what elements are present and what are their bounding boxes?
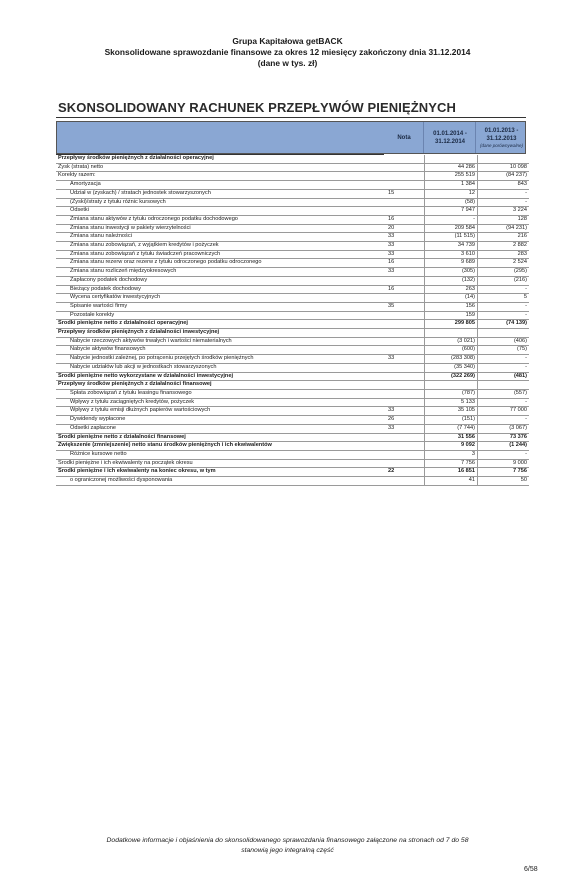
row-value-2013: - [478, 398, 530, 407]
row-value-2013: (74 139) [478, 320, 530, 329]
row-value-2013: - [478, 416, 530, 425]
row-value-2014: 44 286 [425, 163, 478, 172]
row-label: Środki pieniężne netto z działalności operacyjnej [56, 320, 384, 329]
table-row [56, 468, 529, 477]
row-note [384, 450, 425, 459]
units-note: (dane w tys. zł) [257, 58, 318, 68]
table-row [56, 172, 529, 181]
row-value-2014 [425, 155, 478, 164]
table-row [56, 285, 529, 294]
row-value-2014: 3 [425, 450, 478, 459]
table-row [56, 294, 529, 303]
row-note [384, 181, 425, 190]
note-header-label: Nota [397, 134, 411, 141]
row-value-2014: 16 851 [425, 468, 478, 477]
row-note: 16 [384, 215, 425, 224]
table-row [56, 346, 529, 355]
row-value-2013: 2 882 [478, 242, 530, 251]
table-row [56, 233, 529, 242]
table-row [56, 389, 529, 398]
row-value-2014: (322 269) [425, 372, 478, 381]
row-label: Korekty razem: [56, 172, 384, 181]
row-value-2013: (94 231) [478, 224, 530, 233]
row-label: Zmiana stanu inwestycji w pakiety wierzytelności [56, 224, 384, 233]
row-value-2013: (3 067) [478, 424, 530, 433]
row-label: Przepływy środków pieniężnych z działalności finansowej [56, 381, 384, 390]
row-value-2013 [478, 329, 530, 338]
row-label: Przepływy środków pieniężnych z działalności inwestycyjnej [56, 329, 384, 338]
row-value-2014: (305) [425, 268, 478, 277]
row-value-2014: (11 515) [425, 233, 478, 242]
row-label: Wycena certyfikatów inwestycyjnych [56, 294, 384, 303]
table-row [56, 407, 529, 416]
row-value-2014: (3 021) [425, 337, 478, 346]
row-value-2014: 35 105 [425, 407, 478, 416]
row-note [384, 459, 425, 468]
row-label: Nabycie rzeczowych aktywów trwałych i wartości niematerialnych [56, 337, 384, 346]
note-column-header [385, 122, 423, 153]
row-value-2013: (406) [478, 337, 530, 346]
row-value-2014: 34 739 [425, 242, 478, 251]
table-row [56, 311, 529, 320]
row-note [384, 172, 425, 181]
title-rule [56, 117, 526, 118]
row-value-2013: 9 000 [478, 459, 530, 468]
row-label: Spłata zobowiązań z tytułu leasingu finansowego [56, 389, 384, 398]
row-note: 33 [384, 250, 425, 259]
row-note: 33 [384, 242, 425, 251]
row-note: 33 [384, 424, 425, 433]
row-label: Przepływy środków pieniężnych z działalności operacyjnej [56, 155, 384, 164]
row-note [384, 363, 425, 372]
row-value-2014: (58) [425, 198, 478, 207]
row-value-2014: 9 092 [425, 442, 478, 451]
row-value-2014: 5 133 [425, 398, 478, 407]
row-value-2013: (481) [478, 372, 530, 381]
row-note: 35 [384, 302, 425, 311]
row-note [384, 311, 425, 320]
row-note: 16 [384, 285, 425, 294]
table-header [56, 121, 526, 154]
row-value-2013: (1 244) [478, 442, 530, 451]
row-value-2014: 299 805 [425, 320, 478, 329]
footer-note-line2: stanowią jego integralną część [241, 847, 334, 854]
row-value-2013: 216 [478, 233, 530, 242]
row-note: 22 [384, 468, 425, 477]
table-row [56, 372, 529, 381]
row-value-2014: (132) [425, 276, 478, 285]
row-value-2013: 73 376 [478, 433, 530, 442]
table-row [56, 155, 529, 164]
row-value-2013: (84 237) [478, 172, 530, 181]
row-note [384, 442, 425, 451]
table-row [56, 381, 529, 390]
row-note [384, 163, 425, 172]
table-row [56, 189, 529, 198]
row-value-2014: (787) [425, 389, 478, 398]
row-value-2013: (557) [478, 389, 530, 398]
row-note: 33 [384, 233, 425, 242]
table-row [56, 433, 529, 442]
row-value-2013: - [478, 355, 530, 364]
table-row [56, 268, 529, 277]
row-value-2013: - [478, 450, 530, 459]
table-row [56, 363, 529, 372]
row-value-2013: 3 224 [478, 207, 530, 216]
row-note [384, 207, 425, 216]
comparable-data-label: (dane porównywalne) [479, 142, 524, 148]
report-title: Skonsolidowane sprawozdanie finansowe za okres 12 miesięcy zakończony dnia 31.12.2014 [104, 47, 471, 57]
table-row [56, 215, 529, 224]
row-label: Nabycie jednostki zależnej, po potrąceniu przejętych środków pieniężnych [56, 355, 384, 364]
table-row [56, 302, 529, 311]
page-number: 6/58 [524, 866, 538, 873]
row-label: Nabycie udziałów lub akcji w jednostkach stowarzyszonych [56, 363, 384, 372]
period-2013-line1: 01.01.2013 - [484, 127, 519, 134]
row-value-2014: 7 947 [425, 207, 478, 216]
row-note [384, 372, 425, 381]
row-label: Udział w (zyskach) / stratach jednostek stowarzyszonych [56, 189, 384, 198]
row-label: Środki pieniężne netto z działalności finansowej [56, 433, 384, 442]
row-value-2014: 263 [425, 285, 478, 294]
period-2013-line2: 31.12.2013 [486, 135, 517, 142]
row-label: Bieżący podatek dochodowy [56, 285, 384, 294]
period-2013-header [475, 122, 527, 153]
row-value-2013 [478, 155, 530, 164]
row-label: Odsetki zapłacone [56, 424, 384, 433]
table-row [56, 442, 529, 451]
row-label: (Zyski)/straty z tytułu różnic kursowych [56, 198, 384, 207]
row-value-2014: 12 [425, 189, 478, 198]
row-note [384, 155, 425, 164]
table-row [56, 207, 529, 216]
row-label: Zmiana stanu rezerw oraz rezerw z tytułu odroczonego podatku odroczonego [56, 259, 384, 268]
row-value-2013: 50 [478, 477, 530, 486]
row-note [384, 389, 425, 398]
row-label: Zwiększenie (zmniejszenie) netto stanu środków pieniężnych i ich ekwiwalentów [56, 442, 384, 451]
row-value-2013: (75) [478, 346, 530, 355]
row-note [384, 320, 425, 329]
row-value-2014: (7 744) [425, 424, 478, 433]
period-2014-line2: 31.12.2014 [434, 138, 466, 145]
row-value-2013: 843 [478, 181, 530, 190]
row-value-2014: 9 689 [425, 259, 478, 268]
row-label: Zysk (strata) netto [56, 163, 384, 172]
row-note: 33 [384, 268, 425, 277]
row-value-2013: 5 [478, 294, 530, 303]
table-row [56, 416, 529, 425]
table-row [56, 424, 529, 433]
row-label: Nabycie aktywów finansowych [56, 346, 384, 355]
table-row [56, 320, 529, 329]
period-2014-header [423, 122, 476, 153]
row-value-2014: - [425, 215, 478, 224]
row-label: Środki pieniężne i ich ekwiwalenty na koniec okresu, w tym [56, 468, 384, 477]
row-value-2014 [425, 381, 478, 390]
row-value-2013: - [478, 363, 530, 372]
row-value-2014: 209 584 [425, 224, 478, 233]
row-label: Zmiana stanu zobowiązań z tytułu świadczeń pracowniczych [56, 250, 384, 259]
statement-title: SKONSOLIDOWANY RACHUNEK PRZEPŁYWÓW PIENIĘŻNYCH [58, 100, 456, 115]
row-value-2014: 255 519 [425, 172, 478, 181]
row-value-2014: 1 384 [425, 181, 478, 190]
row-value-2014: (283 308) [425, 355, 478, 364]
row-note [384, 337, 425, 346]
row-value-2014: 159 [425, 311, 478, 320]
row-label: Różnice kursowe netto [56, 450, 384, 459]
row-label: Spisanie wartości firmy [56, 302, 384, 311]
row-value-2014: 3 610 [425, 250, 478, 259]
table-row [56, 337, 529, 346]
table-row [56, 355, 529, 364]
row-value-2014: (600) [425, 346, 478, 355]
row-label: Środki pieniężne netto wykorzystane w działalności inwestycyjnej [56, 372, 384, 381]
row-note [384, 346, 425, 355]
table-row [56, 250, 529, 259]
row-label: Amortyzacja [56, 181, 384, 190]
cash-flow-table-body [56, 155, 529, 486]
row-value-2013: 283 [478, 250, 530, 259]
table-row [56, 259, 529, 268]
row-label: Wpływy z tytułu emisji dłużnych papierów wartościowych [56, 407, 384, 416]
row-note: 16 [384, 259, 425, 268]
row-value-2013: (216) [478, 276, 530, 285]
table-row [56, 198, 529, 207]
row-value-2014: 31 556 [425, 433, 478, 442]
table-row [56, 450, 529, 459]
row-note [384, 398, 425, 407]
row-label: Pozostałe korekty [56, 311, 384, 320]
table-row [56, 329, 529, 338]
row-note: 26 [384, 416, 425, 425]
row-note [384, 477, 425, 486]
table-row [56, 477, 529, 486]
row-label: Zapłacony podatek dochodowy [56, 276, 384, 285]
row-value-2013: (295) [478, 268, 530, 277]
table-row [56, 459, 529, 468]
row-label: Środki pieniężne i ich ekwiwalenty na początek okresu [56, 459, 384, 468]
row-value-2013: 128 [478, 215, 530, 224]
row-value-2013: - [478, 285, 530, 294]
table-row [56, 398, 529, 407]
period-2014-line1: 01.01.2014 - [433, 130, 467, 137]
table-row [56, 242, 529, 251]
row-label: Zmiana stanu należności [56, 233, 384, 242]
row-note [384, 381, 425, 390]
row-value-2014: 7 756 [425, 459, 478, 468]
row-label: Zmiana stanu aktywów z tytułu odroczonego podatku dochodowego [56, 215, 384, 224]
row-value-2013: 7 756 [478, 468, 530, 477]
table-row [56, 181, 529, 190]
row-note: 33 [384, 407, 425, 416]
row-note: 20 [384, 224, 425, 233]
row-value-2014: (35 340) [425, 363, 478, 372]
row-value-2013: - [478, 311, 530, 320]
row-label: o ograniczonej możliwości dysponowania [56, 477, 384, 486]
row-value-2014: (14) [425, 294, 478, 303]
row-label: Wpływy z tytułu zaciągniętych kredytów, pożyczek [56, 398, 384, 407]
row-note [384, 329, 425, 338]
row-note [384, 198, 425, 207]
table-row [56, 224, 529, 233]
row-value-2014: 156 [425, 302, 478, 311]
row-note [384, 276, 425, 285]
table-row [56, 163, 529, 172]
row-value-2014: 41 [425, 477, 478, 486]
row-note: 15 [384, 189, 425, 198]
table-row [56, 276, 529, 285]
row-value-2013: 2 524 [478, 259, 530, 268]
row-value-2013: - [478, 302, 530, 311]
footer-note-line1: Dodatkowe informacje i objaśnienia do skonsolidowanego sprawozdania finansowego załączone na stronach od 7 do 58 [106, 837, 469, 844]
row-note: 33 [384, 355, 425, 364]
row-note [384, 294, 425, 303]
row-value-2013: - [478, 189, 530, 198]
cash-flow-table [56, 154, 529, 486]
row-label: Dywidendy wypłacone [56, 416, 384, 425]
row-note [384, 433, 425, 442]
row-value-2013 [478, 381, 530, 390]
company-name: Grupa Kapitałowa getBACK [232, 36, 343, 46]
row-label: Zmiana stanu rozliczeń międzyokresowych [56, 268, 384, 277]
row-value-2013: 77 000 [478, 407, 530, 416]
row-value-2013: 10 098 [478, 163, 530, 172]
row-value-2013: - [478, 198, 530, 207]
row-label: Odsetki [56, 207, 384, 216]
row-value-2014 [425, 329, 478, 338]
row-value-2014: (151) [425, 416, 478, 425]
row-label: Zmiana stanu zobowiązań, z wyjątkiem kredytów i pożyczek [56, 242, 384, 251]
